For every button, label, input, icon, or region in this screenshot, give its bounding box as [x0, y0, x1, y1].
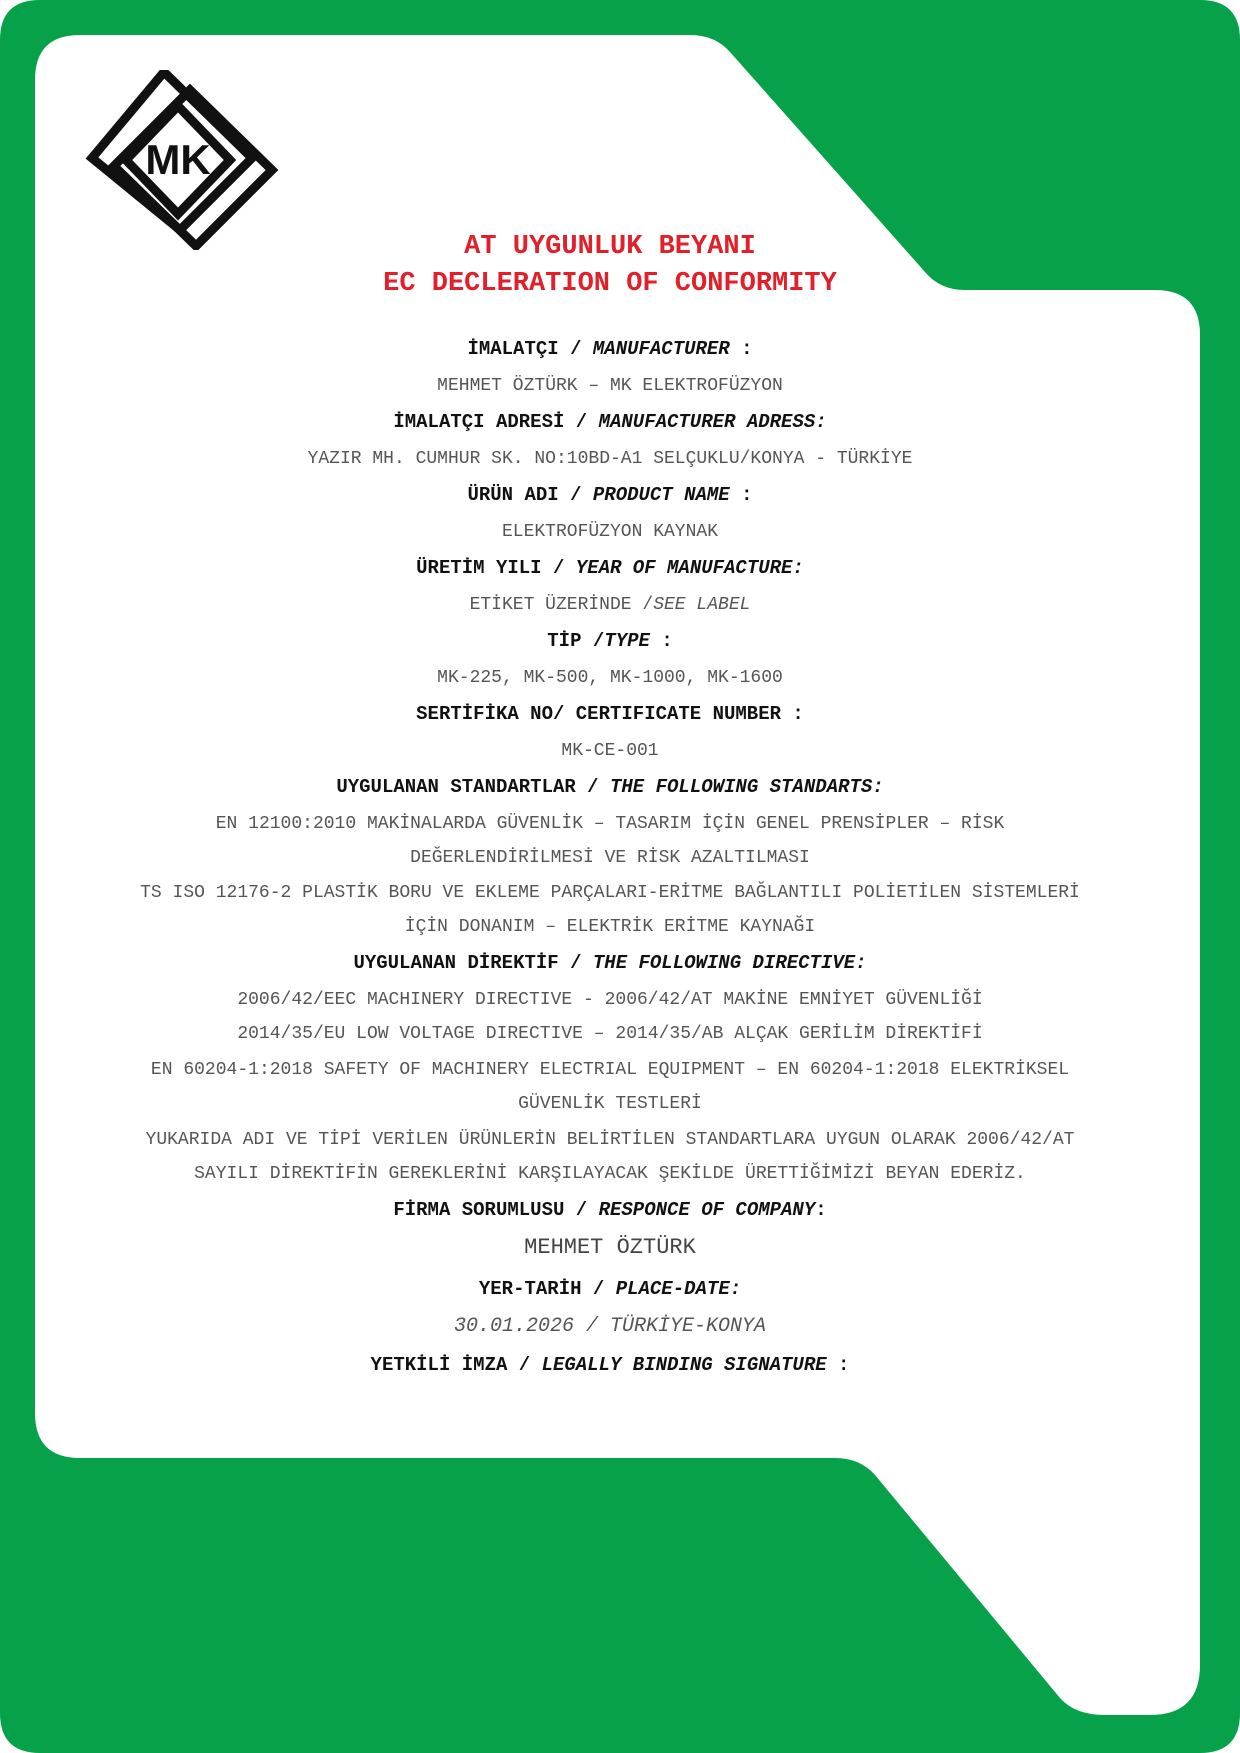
logo-text: MK	[145, 136, 211, 183]
responsible-value: MEHMET ÖZTÜRK	[524, 1235, 696, 1260]
directive-line: 2014/35/EU LOW VOLTAGE DIRECTIVE – 2014/35/AB ALÇAK GERİLİM DİREKTİFİ	[237, 1024, 983, 1044]
standards-line: EN 12100:2010 MAKİNALARDA GÜVENLİK – TASARIM İÇİN GENEL PRENSİPLER – RİSK	[215, 814, 1005, 834]
responsible-label: FİRMA SORUMLUSU / RESPONCE OF COMPANY:	[393, 1199, 827, 1221]
place-date-label: YER-TARİH / PLACE-DATE:	[478, 1278, 742, 1300]
type-label: TİP /TYPE :	[547, 630, 673, 652]
standards-label: UYGULANAN STANDARTLAR / THE FOLLOWING STANDARTS:	[336, 776, 884, 798]
year-label: ÜRETİM YILI / YEAR OF MANUFACTURE:	[416, 557, 804, 579]
standards-line: DEĞERLENDİRİLMESİ VE RİSK AZALTILMASI	[410, 848, 810, 868]
directive-line: 2006/42/EEC MACHINERY DIRECTIVE - 2006/42/AT MAKİNE EMNİYET GÜVENLİĞİ	[237, 990, 983, 1010]
standards-line: İÇİN DONANIM – ELEKTRİK ERİTME KAYNAĞI	[404, 917, 816, 937]
manufacturer-label: İMALATÇI / MANUFACTURER :	[467, 338, 753, 360]
manufacturer-address-label: İMALATÇI ADRESİ / MANUFACTURER ADRESS:	[393, 411, 827, 433]
product-name-value: ELEKTROFÜZYON KAYNAK	[501, 522, 719, 542]
signature-label: YETKİLİ İMZA / LEGALLY BINDING SIGNATURE :	[370, 1354, 850, 1376]
mk-logo	[80, 70, 280, 250]
declaration-statement: YUKARIDA ADI VE TİPİ VERİLEN ÜRÜNLERİN BELİRTİLEN STANDARTLARA UYGUN OLARAK 2006/42/AT	[145, 1130, 1075, 1150]
manufacturer-value: MEHMET ÖZTÜRK – MK ELEKTROFÜZYON	[437, 376, 783, 396]
declaration-statement: SAYILI DİREKTİFİN GEREKLERİNİ KARŞILAYACAK ŞEKİLDE ÜRETTİĞİMİZİ BEYAN EDERİZ.	[194, 1164, 1026, 1184]
product-name-label: ÜRÜN ADI / PRODUCT NAME :	[467, 484, 753, 506]
standards-line: TS ISO 12176-2 PLASTİK BORU VE EKLEME PARÇALARI-ERİTME BAĞLANTILI POLİETİLEN SİSTEMLERİ	[140, 883, 1080, 903]
directive-line: EN 60204-1:2018 SAFETY OF MACHINERY ELECTRIAL EQUIPMENT – EN 60204-1:2018 ELEKTRİKSEL	[150, 1060, 1070, 1080]
directive-label: UYGULANAN DİREKTİF / THE FOLLOWING DIRECTIVE:	[353, 952, 867, 974]
type-value: MK-225, MK-500, MK-1000, MK-1600	[437, 668, 783, 688]
title-en: EC DECLERATION OF CONFORMITY	[383, 269, 837, 299]
certificate-value: MK-CE-001	[561, 741, 659, 761]
year-value: ETİKET ÜZERİNDE /SEE LABEL	[469, 595, 751, 615]
manufacturer-address-value: YAZIR MH. CUMHUR SK. NO:10BD-A1 SELÇUKLU/KONYA - TÜRKİYE	[307, 449, 913, 469]
certificate-label: SERTİFİKA NO/ CERTIFICATE NUMBER :	[416, 703, 804, 725]
title-tr: AT UYGUNLUK BEYANI	[464, 232, 756, 262]
directive-line: GÜVENLİK TESTLERİ	[518, 1094, 702, 1114]
place-date-value: 30.01.2026 / TÜRKİYE-KONYA	[453, 1315, 767, 1338]
